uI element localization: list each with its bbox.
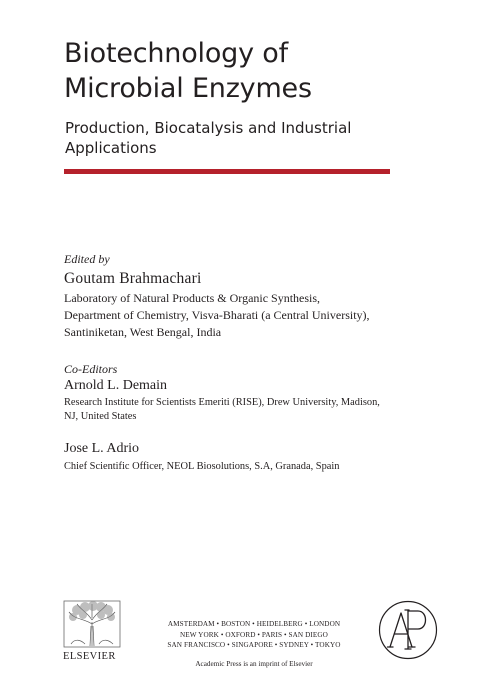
- editor-name: Goutam Brahmachari: [64, 270, 202, 287]
- book-title-line-1: Biotechnology of: [64, 38, 288, 69]
- co-editors-label: Co-Editors: [64, 362, 118, 376]
- book-title: [64, 36, 464, 106]
- imprint-statement: Academic Press is an imprint of Elsevier: [195, 660, 313, 668]
- co-editor-affiliation-line-1: Chief Scientific Officer, NEOL Biosolutions, S.A, Granada, Spain: [64, 461, 340, 472]
- edited-by-label: Edited by: [64, 252, 110, 266]
- book-subtitle: [65, 118, 465, 158]
- co-editor-affiliation: [64, 460, 424, 474]
- book-subtitle-line-2: Applications: [65, 139, 157, 157]
- editor-affiliation: [64, 290, 464, 341]
- co-editor-name: Jose L. Adrio: [64, 441, 140, 456]
- co-editor-affiliation-line-2: NJ, United States: [64, 411, 137, 422]
- publisher-cities-line-3: SAN FRANCISCO • SINGAPORE • SYDNEY • TOKYO: [167, 641, 341, 649]
- editor-affiliation-line-3: Santiniketan, West Bengal, India: [64, 325, 222, 339]
- book-subtitle-line-1: Production, Biocatalysis and Industrial: [65, 119, 352, 137]
- editor-affiliation-line-2: Department of Chemistry, Visva-Bharati (a Central University),: [64, 308, 370, 322]
- publisher-cities-line-1: AMSTERDAM • BOSTON • HEIDELBERG • LONDON: [167, 620, 341, 628]
- co-editor-affiliation: [64, 396, 404, 424]
- publisher-cities: [150, 619, 358, 651]
- co-editor-affiliation-line-1: Research Institute for Scientists Emeriti (RISE), Drew University, Madison,: [64, 397, 380, 408]
- title-divider-rule: [64, 169, 390, 174]
- co-editor-name: Arnold L. Demain: [64, 378, 168, 393]
- publisher-cities-line-2: NEW YORK • OXFORD • PARIS • SAN DIEGO: [180, 630, 328, 639]
- elsevier-wordmark: ELSEVIER: [63, 651, 116, 662]
- editor-affiliation-line-1: Laboratory of Natural Products & Organic Synthesis,: [64, 291, 321, 305]
- book-title-line-2: Microbial Enzymes: [64, 73, 312, 104]
- academic-press-logo-icon: [378, 600, 438, 660]
- elsevier-tree-logo-icon: [63, 600, 121, 648]
